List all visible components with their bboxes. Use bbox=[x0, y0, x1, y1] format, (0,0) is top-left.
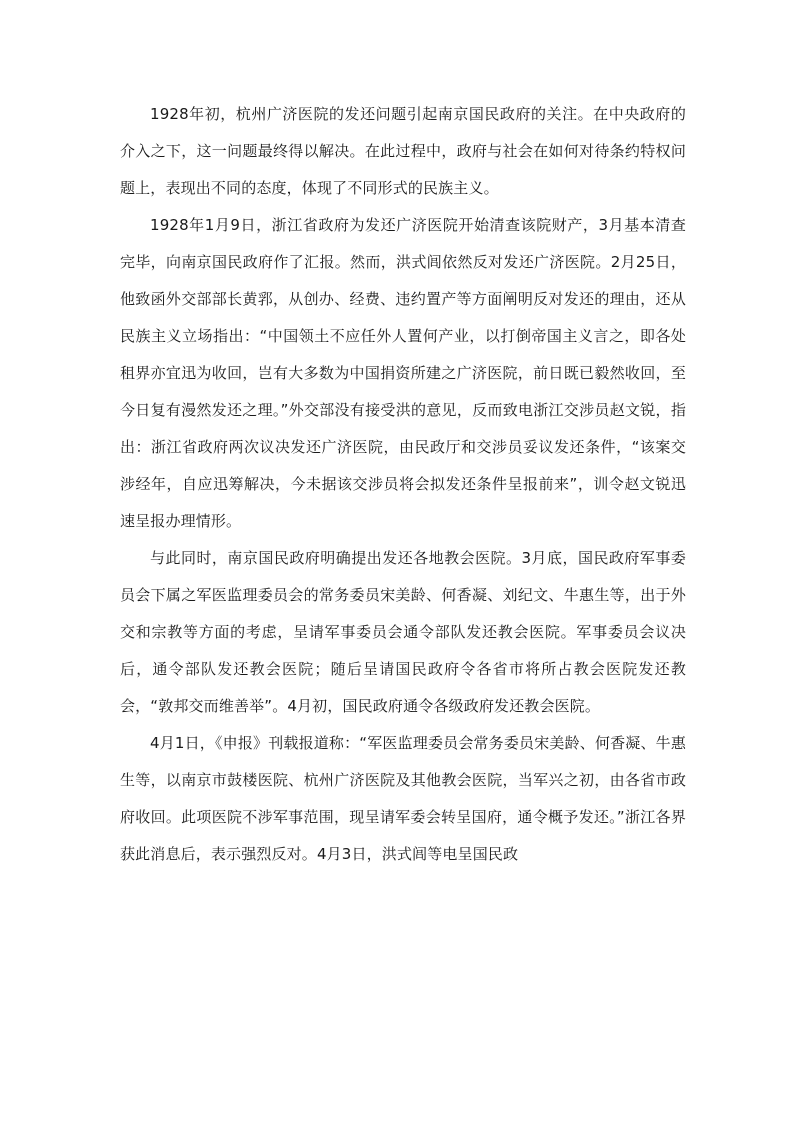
paragraph-3: 与此同时，南京国民政府明确提出发还各地教会医院。3月底，国民政府军事委员会下属之军医监理委员会的常务委员宋美龄、何香凝、刘纪文、牛惠生等，出于外交和宗教等方面的考虑，呈请军事委员会通令部队发还教会医院。军事委员会议决后，通令部队发还教会医院；随后呈请国民政府令各省市将所占教会医院发还教会，“敦邦交而维善举”。4月初，国民政府通令各级政府发还教会医院。 bbox=[120, 549, 686, 715]
paragraph-2: 1928年1月9日，浙江省政府为发还广济医院开始清查该院财产，3月基本清查完毕，向南京国民政府作了汇报。然而，洪式闾依然反对发还广济医院。2月25日，他致函外交部部长黄郛，从创办、经费、违约置产等方面阐明反对发还的理由，还从民族主义立场指出：“中国领土不应任外人置何产业，以打倒帝国主义言之，即各处租界亦宜迅为收回，岂有大多数为中国捐资所建之广济医院，前日既已毅然收回，至今日复有漫然发还之理。”外交部没有接受洪的意见，反而致电浙江交涉员赵文锐，指出：浙江省政府两次议决发还广济医院，由民政厅和交涉员妥议发还条件，“该案交涉经年，自应迅筹解决，今未据该交涉员将会拟发还条件呈报前来”，训令赵文锐迅速呈报办理情形。 bbox=[120, 216, 686, 530]
paragraph-1: 1928年初，杭州广济医院的发还问题引起南京国民政府的关注。在中央政府的介入之下，这一问题最终得以解决。在此过程中，政府与社会在如何对待条约特权问题上，表现出不同的态度，体现了不同形式的民族主义。 bbox=[120, 105, 686, 197]
paragraph-4: 4月1日，《申报》刊载报道称：“军医监理委员会常务委员宋美龄、何香凝、牛惠生等，以南京市鼓楼医院、杭州广济医院及其他教会医院，当军兴之初，由各省市政府收回。此项医院不涉军事范围，现呈请军委会转呈国府，通令概予发还。”浙江各界获此消息后，表示强烈反对。4月3日，洪式闾等电呈国民政 bbox=[120, 734, 686, 863]
document-body bbox=[120, 96, 686, 873]
